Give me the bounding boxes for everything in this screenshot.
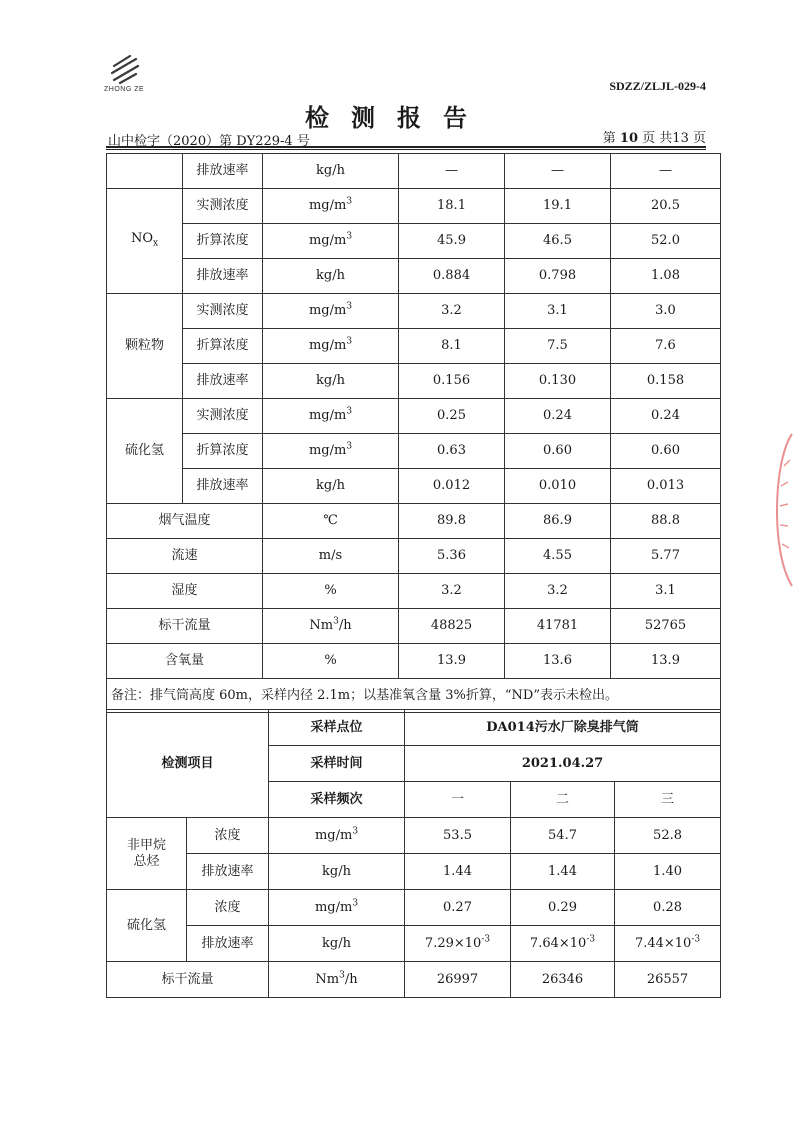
- unit-base: Nm: [315, 971, 340, 987]
- value-cell: 0.158: [611, 364, 721, 399]
- value-cell: 5.77: [611, 539, 721, 574]
- page-total: 13: [672, 131, 689, 146]
- value-cell: 1.08: [611, 259, 721, 294]
- page-suffix: 页: [692, 131, 706, 146]
- item-cell: 烟气温度: [107, 504, 263, 539]
- value-cell: 20.5: [611, 189, 721, 224]
- value-cell: 1.40: [615, 854, 721, 890]
- unit-sup: 3: [346, 301, 353, 312]
- value-cell: 19.1: [505, 189, 611, 224]
- value-cell: 8.1: [399, 329, 505, 364]
- item-cell: 浓度: [187, 818, 269, 854]
- unit-cell: [263, 224, 399, 259]
- unit-cell: [263, 329, 399, 364]
- unit-tail: /h: [344, 971, 358, 987]
- freq-label: 采样频次: [269, 782, 405, 818]
- table-row: [107, 224, 721, 259]
- value-cell: 0.63: [399, 434, 505, 469]
- value-cell: 13.9: [611, 644, 721, 679]
- freq-cell: 二: [511, 782, 615, 818]
- unit-cell: [269, 818, 405, 854]
- value-cell: 52.8: [615, 818, 721, 854]
- unit-cell: kg/h: [263, 259, 399, 294]
- value-cell: 0.130: [505, 364, 611, 399]
- value-cell: 54.7: [511, 818, 615, 854]
- unit-cell: %: [263, 574, 399, 609]
- unit-sup: 3: [339, 970, 345, 981]
- value-cell: 0.60: [505, 434, 611, 469]
- table-row: [107, 539, 721, 574]
- unit-sup: 3: [346, 196, 353, 207]
- item-cell: 浓度: [187, 890, 269, 926]
- unit-cell: ℃: [263, 504, 399, 539]
- value-cell: 4.55: [505, 539, 611, 574]
- value-cell: [511, 926, 615, 962]
- unit-cell: kg/h: [263, 154, 399, 189]
- value-cell: 0.798: [505, 259, 611, 294]
- unit-base: mg/m: [308, 338, 347, 353]
- emission-table-1: [106, 153, 721, 713]
- unit-base: Nm: [309, 618, 334, 633]
- unit-base: mg/m: [308, 443, 347, 458]
- pollutant-label-h2s: 硫化氢: [107, 399, 183, 504]
- table-row: [107, 854, 721, 890]
- unit-cell: [269, 890, 405, 926]
- item-cell: 实测浓度: [183, 399, 263, 434]
- value-cell: 5.36: [399, 539, 505, 574]
- header-rule: [106, 146, 706, 148]
- value-cell: 26997: [405, 962, 511, 998]
- value-cell: 89.8: [399, 504, 505, 539]
- page-mid: 页 共: [642, 131, 673, 146]
- value-cell: 88.8: [611, 504, 721, 539]
- item-cell: 流速: [107, 539, 263, 574]
- item-cell: 排放速率: [183, 154, 263, 189]
- page-current: 10: [619, 131, 639, 146]
- table-row: [107, 259, 721, 294]
- unit-cell: kg/h: [263, 469, 399, 504]
- value-cell: 0.27: [405, 890, 511, 926]
- table-row: [107, 890, 721, 926]
- item-cell: 排放速率: [183, 364, 263, 399]
- value-cell: 3.2: [399, 574, 505, 609]
- value-cell: [615, 926, 721, 962]
- value-cell: 1.44: [511, 854, 615, 890]
- emission-table-2: [106, 709, 721, 998]
- point-value: DA014污水厂除臭排气筒: [405, 710, 721, 746]
- unit-sup: 3: [346, 406, 353, 417]
- value-exp: -3: [586, 934, 596, 945]
- item-cell: 折算浓度: [183, 224, 263, 259]
- value-cell: [405, 926, 511, 962]
- value-cell: 0.29: [511, 890, 615, 926]
- value-cell: —: [611, 154, 721, 189]
- table-row: [107, 962, 721, 998]
- unit-cell: kg/h: [269, 926, 405, 962]
- table-row: [107, 399, 721, 434]
- unit-sup: 3: [333, 616, 339, 627]
- unit-cell: [263, 609, 399, 644]
- item-cell: 折算浓度: [183, 434, 263, 469]
- nmhc-line1: 非甲烷: [126, 837, 166, 853]
- value-cell: —: [399, 154, 505, 189]
- value-cell: 52.0: [611, 224, 721, 259]
- unit-sup: 3: [346, 336, 353, 347]
- value-cell: 13.6: [505, 644, 611, 679]
- seal-stamp-icon: [764, 430, 794, 590]
- unit-cell: [269, 962, 405, 998]
- item-cell: 排放速率: [183, 259, 263, 294]
- value-base: 7.29×10: [424, 935, 482, 951]
- unit-cell: [263, 434, 399, 469]
- value-cell: 0.28: [615, 890, 721, 926]
- value-cell: 3.2: [505, 574, 611, 609]
- table-row: [107, 926, 721, 962]
- pollutant-label-nmhc: [107, 818, 187, 890]
- table-note: 备注：排气筒高度 60m，采样内径 2.1m；以基准氧含量 3%折算，“ND”表示未检出。: [107, 679, 721, 713]
- unit-cell: [263, 399, 399, 434]
- value-exp: -3: [691, 934, 701, 945]
- unit-base: mg/m: [308, 408, 347, 423]
- table-row: [107, 154, 721, 189]
- nox-main: NO: [130, 230, 153, 246]
- unit-sup: 3: [352, 898, 359, 909]
- value-cell: 0.25: [399, 399, 505, 434]
- table-row: [107, 434, 721, 469]
- value-cell: 26346: [511, 962, 615, 998]
- page-prefix: 第: [602, 131, 616, 146]
- freq-cell: 三: [615, 782, 721, 818]
- item-cell: 标干流量: [107, 962, 269, 998]
- unit-base: mg/m: [314, 827, 353, 843]
- table-row: [107, 818, 721, 854]
- header-rule-thin: [106, 149, 706, 150]
- value-cell: 3.2: [399, 294, 505, 329]
- unit-base: mg/m: [308, 198, 347, 213]
- unit-cell: %: [263, 644, 399, 679]
- unit-sup: 3: [346, 441, 353, 452]
- time-label: 采样时间: [269, 746, 405, 782]
- unit-cell: m/s: [263, 539, 399, 574]
- table-row: [107, 644, 721, 679]
- table-row: [107, 504, 721, 539]
- table-row: [107, 679, 721, 713]
- unit-cell: [263, 294, 399, 329]
- table-row: [107, 469, 721, 504]
- point-label: 采样点位: [269, 710, 405, 746]
- item-cell: 含氧量: [107, 644, 263, 679]
- item-header: 检测项目: [107, 710, 269, 818]
- pollutant-label-h2s-2: 硫化氢: [107, 890, 187, 962]
- table-row: [107, 294, 721, 329]
- value-cell: 0.013: [611, 469, 721, 504]
- report-number: 山中检字（2020）第 DY229-4 号: [108, 134, 310, 149]
- report-title: 检测报告: [305, 103, 489, 132]
- value-cell: 0.012: [399, 469, 505, 504]
- value-cell: —: [505, 154, 611, 189]
- value-cell: 53.5: [405, 818, 511, 854]
- item-cell: 排放速率: [187, 854, 269, 890]
- logo-text: ZHONG ZE: [104, 86, 145, 93]
- unit-base: mg/m: [308, 303, 347, 318]
- pollutant-label-nox: [107, 189, 183, 294]
- document-code: SDZZ/ZLJL-029-4: [609, 79, 706, 93]
- value-cell: 45.9: [399, 224, 505, 259]
- freq-cell: 一: [405, 782, 511, 818]
- value-cell: 86.9: [505, 504, 611, 539]
- value-cell: 13.9: [399, 644, 505, 679]
- unit-base: mg/m: [314, 899, 353, 915]
- value-base: 7.64×10: [529, 935, 587, 951]
- unit-cell: kg/h: [263, 364, 399, 399]
- nmhc-line2: 总烃: [133, 853, 160, 869]
- value-base: 7.44×10: [634, 935, 692, 951]
- value-cell: 0.156: [399, 364, 505, 399]
- table-row: [107, 364, 721, 399]
- time-value: 2021.04.27: [405, 746, 721, 782]
- table-row: [107, 574, 721, 609]
- item-cell: 标干流量: [107, 609, 263, 644]
- value-cell: 3.0: [611, 294, 721, 329]
- value-exp: -3: [481, 934, 491, 945]
- item-cell: 排放速率: [187, 926, 269, 962]
- value-cell: 0.60: [611, 434, 721, 469]
- value-cell: 7.5: [505, 329, 611, 364]
- table-row: [107, 609, 721, 644]
- unit-cell: [263, 189, 399, 224]
- value-cell: 0.24: [505, 399, 611, 434]
- unit-sup: 3: [346, 231, 353, 242]
- value-cell: 46.5: [505, 224, 611, 259]
- item-cell: 折算浓度: [183, 329, 263, 364]
- pollutant-label-pm: 颗粒物: [107, 294, 183, 399]
- item-cell: 实测浓度: [183, 189, 263, 224]
- value-cell: 3.1: [505, 294, 611, 329]
- unit-base: mg/m: [308, 233, 347, 248]
- value-cell: 0.010: [505, 469, 611, 504]
- unit-cell: kg/h: [269, 854, 405, 890]
- value-cell: 7.6: [611, 329, 721, 364]
- value-cell: 0.24: [611, 399, 721, 434]
- item-cell: 湿度: [107, 574, 263, 609]
- table-row: [107, 329, 721, 364]
- unit-tail: /h: [338, 618, 352, 633]
- value-cell: 18.1: [399, 189, 505, 224]
- nox-sub: x: [152, 238, 159, 249]
- value-cell: 41781: [505, 609, 611, 644]
- page-indicator: [603, 127, 706, 146]
- value-cell: 3.1: [611, 574, 721, 609]
- blank-cell: [107, 154, 183, 189]
- item-cell: 排放速率: [183, 469, 263, 504]
- value-cell: 26557: [615, 962, 721, 998]
- table-row: [107, 710, 721, 746]
- value-cell: 1.44: [405, 854, 511, 890]
- value-cell: 48825: [399, 609, 505, 644]
- item-cell: 实测浓度: [183, 294, 263, 329]
- table-row: [107, 189, 721, 224]
- value-cell: 52765: [611, 609, 721, 644]
- value-cell: 0.884: [399, 259, 505, 294]
- unit-sup: 3: [352, 826, 359, 837]
